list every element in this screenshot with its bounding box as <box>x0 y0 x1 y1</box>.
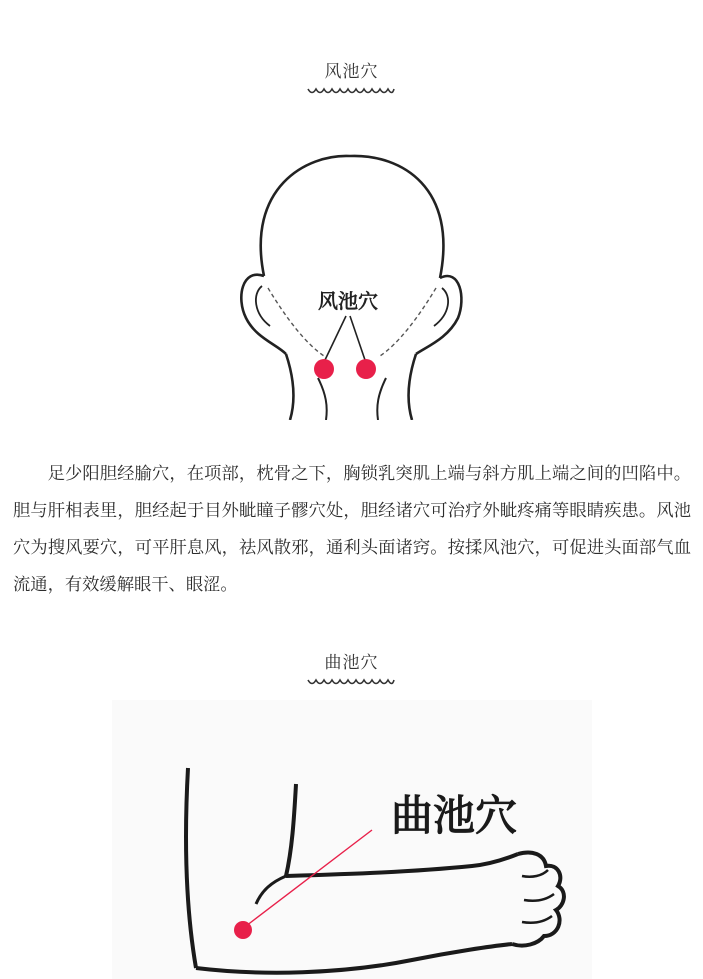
fengchi-description: 足少阳胆经腧穴，在项部，枕骨之下，胸锁乳突肌上端与斜方肌上端之间的凹陷中。胆与肝相表里，胆经起于目外眦瞳子髎穴处，胆经诸穴可治疗外眦疼痛等眼睛疾患。风池穴为搜风要穴，可平肝息风，祛风散邪，通利头面诸窍。按揉风池穴，可促进头面部气血流通，有效缓解眼干、眼涩。 <box>13 464 691 595</box>
arm-illustration <box>112 700 592 979</box>
fengchi-point-right <box>356 359 376 379</box>
head-back-illustration <box>226 148 478 420</box>
fengchi-point-left <box>314 359 334 379</box>
section-heading-fengchi: 风池穴 <box>324 62 379 82</box>
fengchi-figure-label: 风池穴 <box>318 289 378 313</box>
quchi-figure-label: 曲池穴 <box>390 791 518 840</box>
section-heading-quchi: 曲池穴 <box>324 653 379 673</box>
wave-divider <box>306 676 396 690</box>
wave-divider <box>306 85 396 99</box>
quchi-point <box>234 921 252 939</box>
